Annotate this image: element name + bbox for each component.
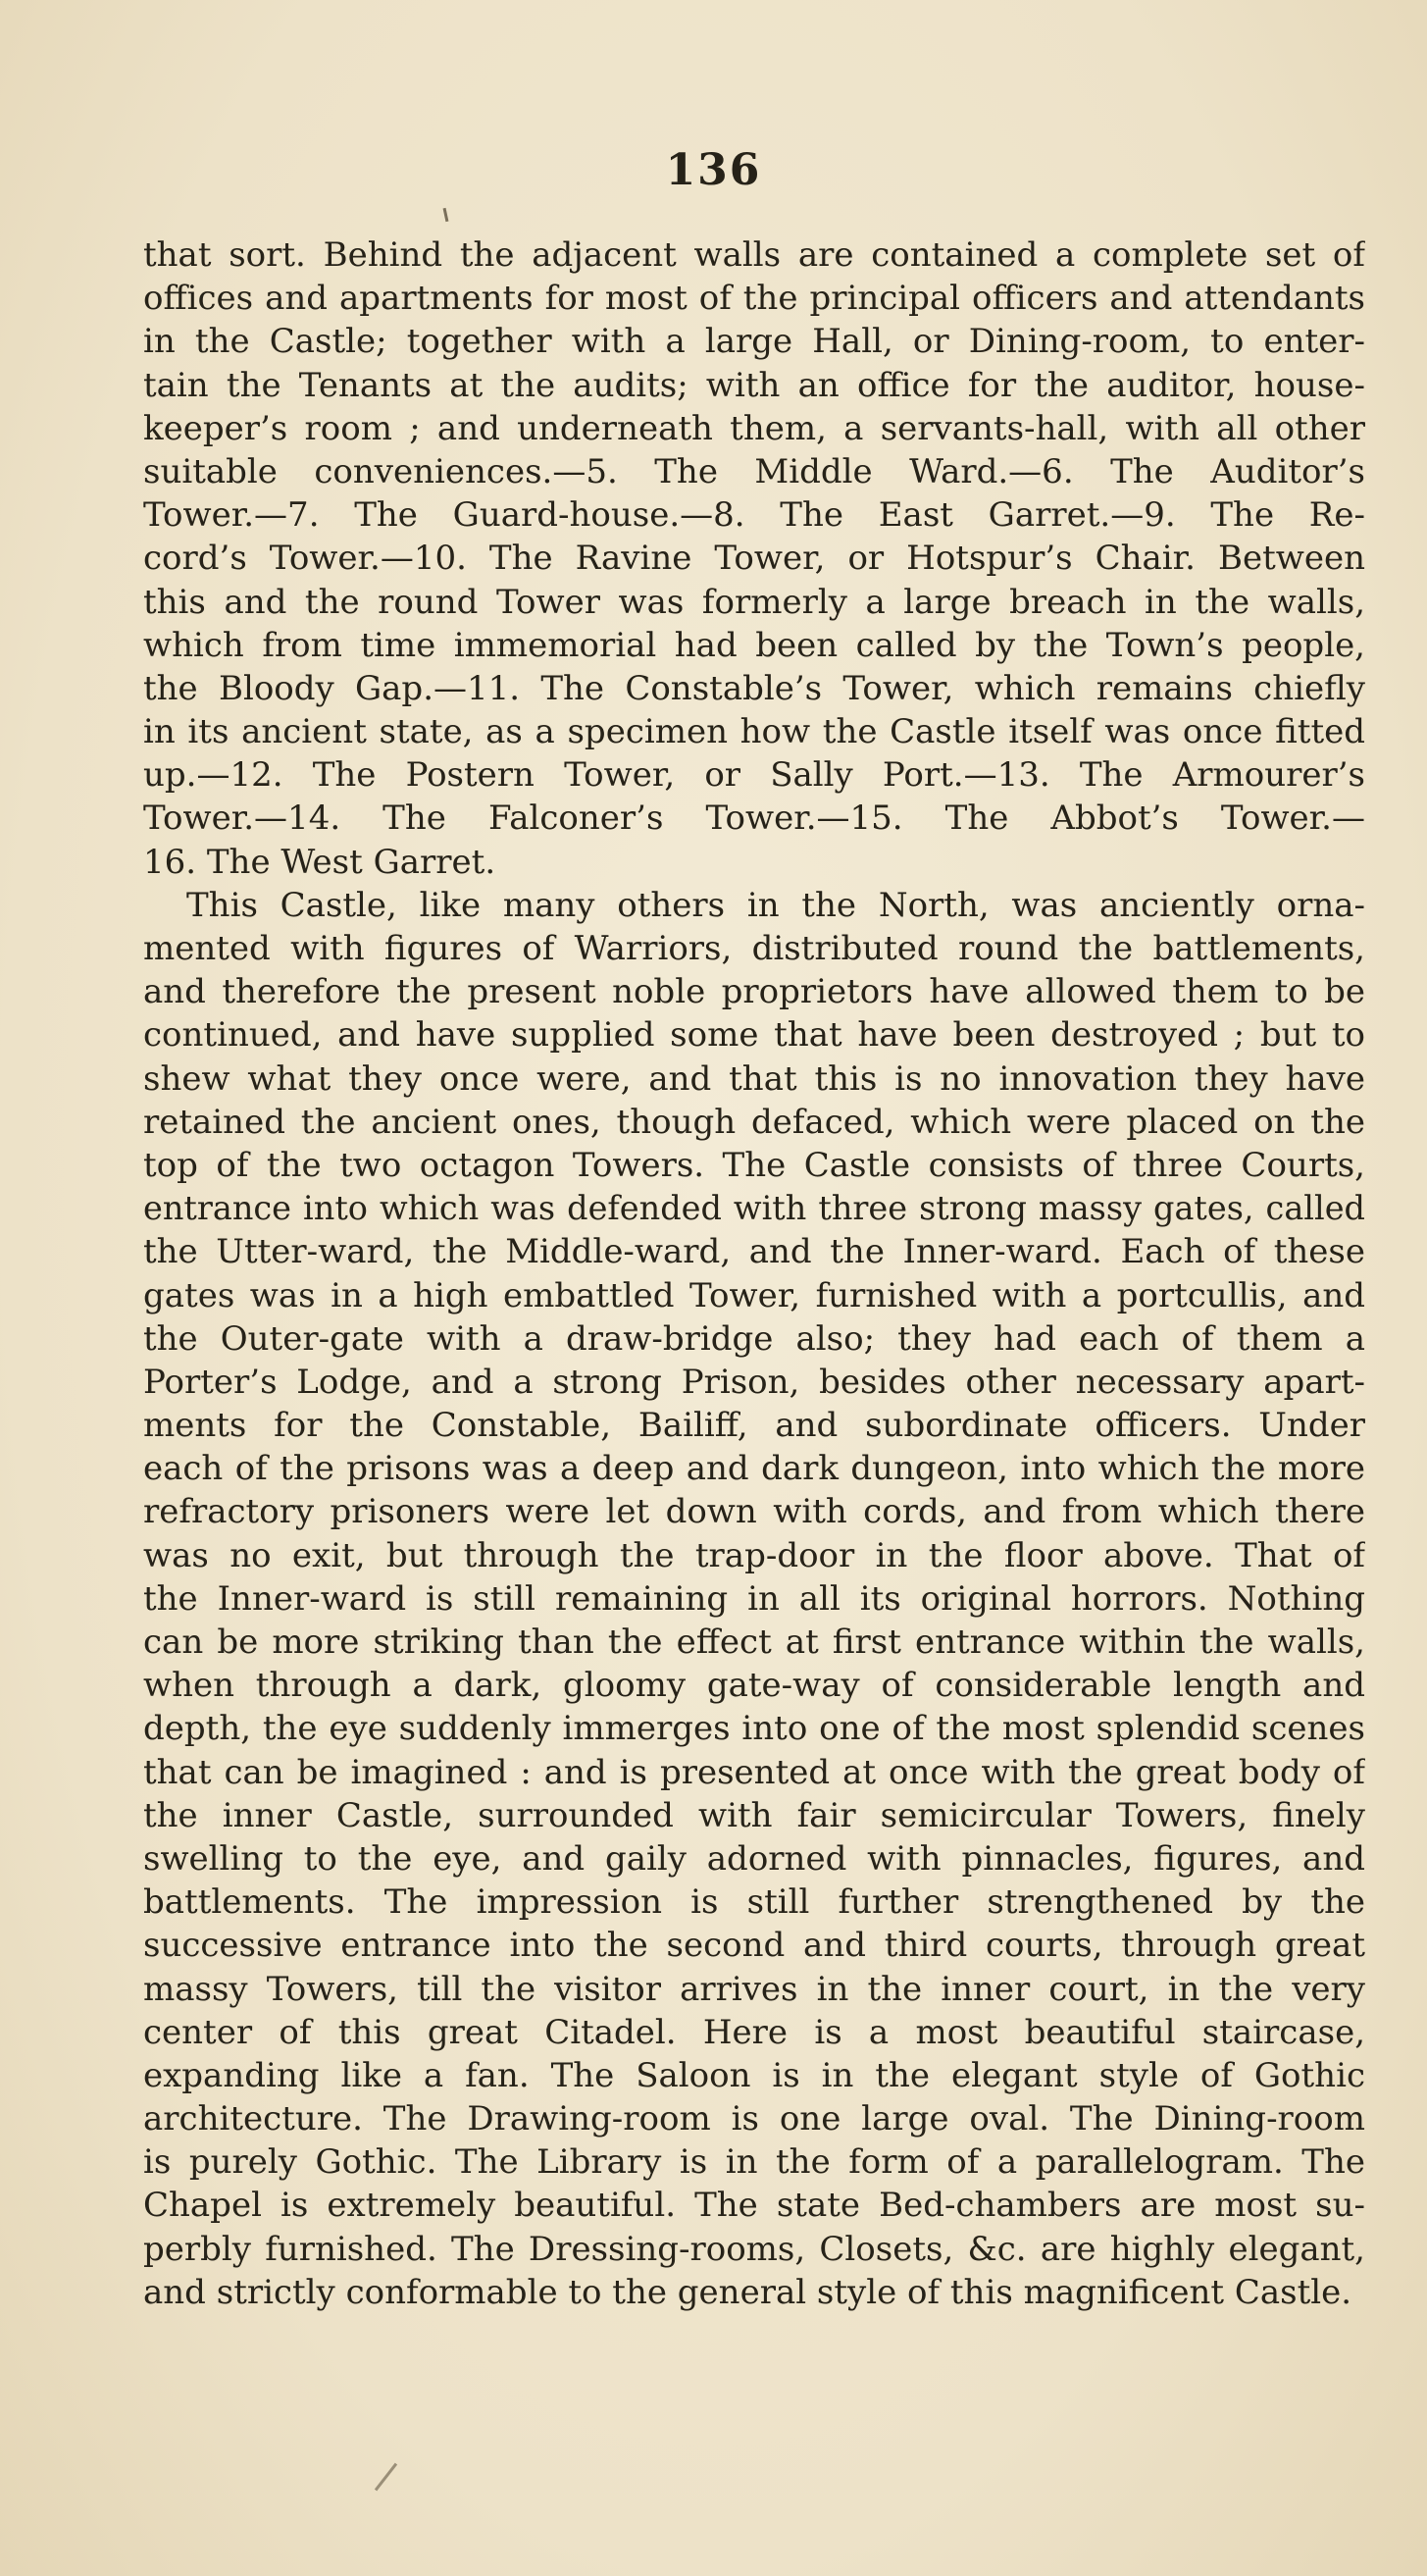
text-line: 16. The West Garret.	[143, 842, 496, 882]
text-line: that can be imagined : and is presented at once with the great body of	[143, 1752, 1365, 1792]
text-line: refractory prisoners were let down with cords, and from which there	[143, 1492, 1365, 1532]
text-line: the Outer-gate with a draw-bridge also; they had each of them a	[143, 1318, 1365, 1359]
text-line: gates was in a high embattled Tower, furnished with a portcullis, and	[143, 1275, 1365, 1315]
text-line: offices and apartments for most of the principal officers and attendants	[143, 279, 1365, 319]
page-number: 136	[665, 145, 762, 195]
text-line: suitable conveniences.—5. The Middle Ward.—6. The Auditor’s	[143, 451, 1365, 491]
text-line: and strictly conformable to the general style of this magnificent Castle.	[143, 2272, 1352, 2312]
text-line: massy Towers, till the visitor arrives in the inner court, in the very	[143, 1969, 1365, 2009]
text-line: can be more striking than the effect at first entrance within the walls,	[143, 1623, 1365, 1662]
text-line: up.—12. The Postern Tower, or Sally Port.—13. The Armourer’s	[143, 755, 1365, 796]
text-line: the Inner-ward is still remaining in all its original horrors. Nothing	[143, 1578, 1365, 1619]
text-line: is purely Gothic. The Library is in the form of a parallelogram. The	[143, 2142, 1365, 2183]
text-line: in its ancient state, as a specimen how the Castle itself was once fitted	[143, 712, 1365, 752]
ink-mark	[375, 2463, 397, 2492]
text-line: this and the round Tower was formerly a large breach in the walls,	[143, 582, 1365, 622]
text-line: Tower.—7. The Guard-house.—8. The East Garret.—9. The Re-	[143, 495, 1365, 536]
text-line: keeper’s room ; and underneath them, a servants-hall, with all other	[143, 408, 1365, 448]
text-line: retained the ancient ones, though defaced, which were placed on the	[143, 1102, 1365, 1142]
text-line: perbly furnished. The Dressing-rooms, Closets, &c. are highly elegant,	[143, 2229, 1365, 2269]
text-line: entrance into which was defended with three strong massy gates, called	[143, 1189, 1365, 1228]
text-line: the inner Castle, surrounded with fair semicircular Towers, finely	[143, 1795, 1365, 1835]
text-line: depth, the eye suddenly immerges into one of the most splendid scenes	[143, 1709, 1365, 1749]
text-line: and therefore the present noble proprietors have allowed them to be	[143, 972, 1365, 1012]
text-line: shew what they once were, and that this is no innovation they have	[143, 1058, 1365, 1099]
text-line: swelling to the eye, and gaily adorned with pinnacles, figures, and	[143, 1838, 1365, 1879]
text-line: Porter’s Lodge, and a strong Prison, besides other necessary apart-	[143, 1362, 1365, 1402]
text-line: which from time immemorial had been called by the Town’s people,	[143, 625, 1365, 665]
text-line: in the Castle; together with a large Hall, or Dining-room, to enter-	[143, 322, 1365, 362]
text-line: Chapel is extremely beautiful. The state Bed-chambers are most su-	[143, 2186, 1365, 2226]
text-line: Tower.—14. The Falconer’s Tower.—15. The Abbot’s Tower.—	[143, 799, 1365, 839]
text-line: that sort. Behind the adjacent walls are contained a complete set of	[143, 235, 1365, 275]
text-line: the Bloody Gap.—11. The Constable’s Tower, which remains chiefly	[143, 668, 1365, 708]
text-line: architecture. The Drawing-room is one large oval. The Dining-room	[143, 2099, 1365, 2139]
text-line: expanding like a fan. The Saloon is in the elegant style of Gothic	[143, 2055, 1365, 2095]
text-line: continued, and have supplied some that have been destroyed ; but to	[143, 1015, 1365, 1056]
text-line: each of the prisons was a deep and dark dungeon, into which the more	[143, 1449, 1365, 1489]
text-line: when through a dark, gloomy gate-way of considerable length and	[143, 1666, 1365, 1706]
text-line: the Utter-ward, the Middle-ward, and the Inner-ward. Each of these	[143, 1232, 1365, 1272]
text-line: tain the Tenants at the audits; with an office for the auditor, house-	[143, 365, 1365, 405]
text-line: was no exit, but through the trap-door in the floor above. That of	[143, 1535, 1365, 1575]
text-line: top of the two octagon Towers. The Castle consists of three Courts,	[143, 1145, 1365, 1185]
text-line: center of this great Citadel. Here is a most beautiful staircase,	[143, 2012, 1365, 2052]
text-line: battlements. The impression is still further strengthened by the	[143, 1882, 1365, 1923]
text-line: mented with figures of Warriors, distributed round the battlements,	[143, 929, 1365, 968]
text-line: This Castle, like many others in the North, was anciently orna-	[186, 885, 1365, 925]
body-text	[143, 233, 1365, 2314]
text-line: ments for the Constable, Bailiff, and subordinate officers. Under	[143, 1406, 1365, 1446]
ink-mark	[443, 208, 449, 222]
text-line: successive entrance into the second and third courts, through great	[143, 1926, 1365, 1966]
text-line: cord’s Tower.—10. The Ravine Tower, or Hotspur’s Chair. Between	[143, 539, 1365, 579]
